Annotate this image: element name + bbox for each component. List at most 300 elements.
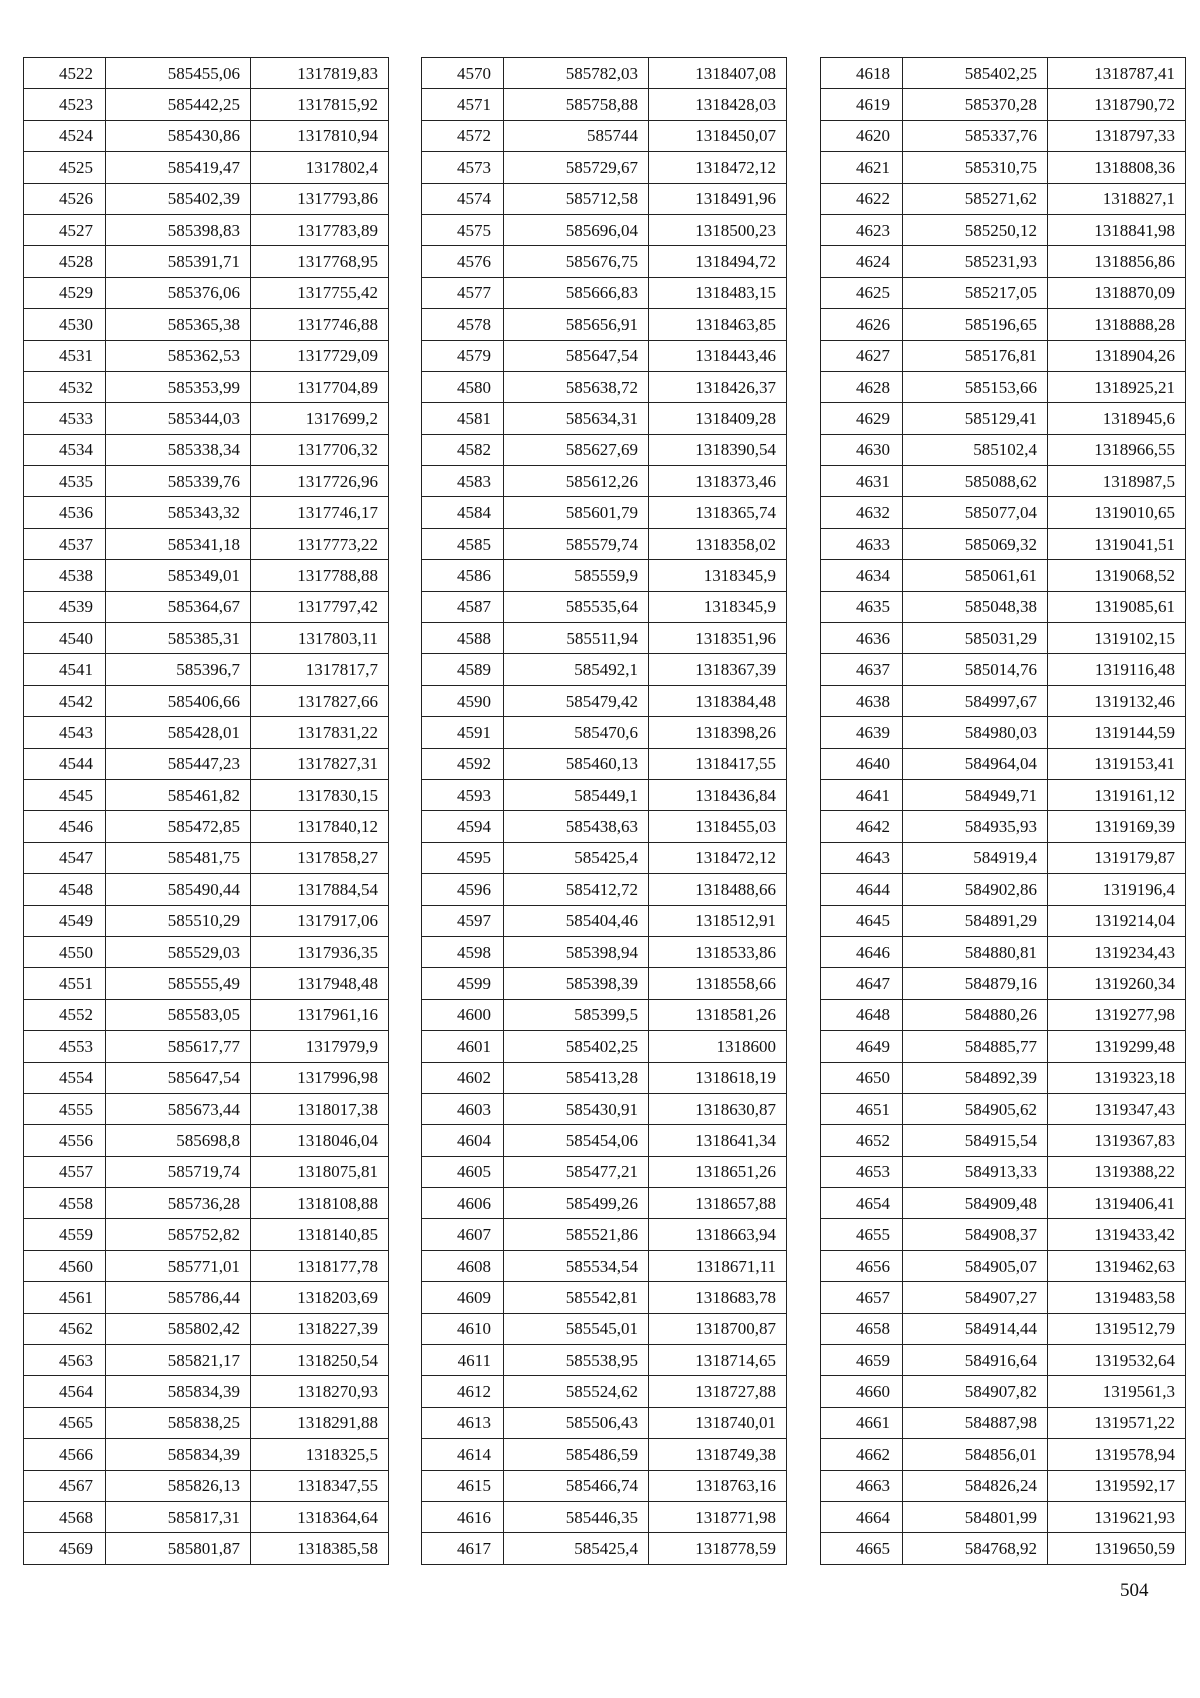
point-number-cell: 4639: [821, 717, 903, 748]
table-row: [24, 1062, 389, 1093]
y-coordinate-cell: 1317815,92: [251, 89, 389, 120]
table-row: [24, 811, 389, 842]
table-row: [24, 309, 389, 340]
point-number-cell: 4544: [24, 748, 106, 779]
y-coordinate-cell: 1318455,03: [649, 811, 787, 842]
table-row: [422, 277, 787, 308]
point-number-cell: 4640: [821, 748, 903, 779]
table-row: [821, 1533, 1186, 1564]
y-coordinate-cell: 1319260,34: [1048, 968, 1186, 999]
point-number-cell: 4631: [821, 466, 903, 497]
y-coordinate-cell: 1317783,89: [251, 214, 389, 245]
x-coordinate-cell: 585486,59: [504, 1439, 649, 1470]
y-coordinate-cell: 1317768,95: [251, 246, 389, 277]
point-number-cell: 4589: [422, 654, 504, 685]
y-coordinate-cell: 1318407,08: [649, 58, 787, 89]
point-number-cell: 4661: [821, 1407, 903, 1438]
point-number-cell: 4623: [821, 214, 903, 245]
point-number-cell: 4568: [24, 1501, 106, 1532]
x-coordinate-cell: 585647,54: [106, 1062, 251, 1093]
point-number-cell: 4556: [24, 1125, 106, 1156]
y-coordinate-cell: 1317827,31: [251, 748, 389, 779]
point-number-cell: 4627: [821, 340, 903, 371]
point-number-cell: 4654: [821, 1188, 903, 1219]
table-row: [821, 528, 1186, 559]
point-number-cell: 4551: [24, 968, 106, 999]
x-coordinate-cell: 584935,93: [903, 811, 1048, 842]
point-number-cell: 4590: [422, 685, 504, 716]
point-number-cell: 4636: [821, 623, 903, 654]
y-coordinate-cell: 1318472,12: [649, 152, 787, 183]
point-number-cell: 4647: [821, 968, 903, 999]
point-number-cell: 4664: [821, 1501, 903, 1532]
y-coordinate-cell: 1317819,83: [251, 58, 389, 89]
table-row: [821, 654, 1186, 685]
point-number-cell: 4605: [422, 1156, 504, 1187]
y-coordinate-cell: 1317797,42: [251, 591, 389, 622]
y-coordinate-cell: 1318683,78: [649, 1282, 787, 1313]
table-row: [821, 999, 1186, 1030]
table-row: [821, 1188, 1186, 1219]
x-coordinate-cell: 585402,25: [504, 1031, 649, 1062]
y-coordinate-cell: 1317726,96: [251, 466, 389, 497]
y-coordinate-cell: 1318398,26: [649, 717, 787, 748]
table-row: [24, 246, 389, 277]
y-coordinate-cell: 1317802,4: [251, 152, 389, 183]
table-row: [24, 1470, 389, 1501]
y-coordinate-cell: 1318046,04: [251, 1125, 389, 1156]
x-coordinate-cell: 585362,53: [106, 340, 251, 371]
table-row: [422, 811, 787, 842]
y-coordinate-cell: 1318870,09: [1048, 277, 1186, 308]
x-coordinate-cell: 585555,49: [106, 968, 251, 999]
x-coordinate-cell: 585510,29: [106, 905, 251, 936]
x-coordinate-cell: 585430,86: [106, 120, 251, 151]
y-coordinate-cell: 1318250,54: [251, 1345, 389, 1376]
x-coordinate-cell: 585838,25: [106, 1407, 251, 1438]
y-coordinate-cell: 1317936,35: [251, 936, 389, 967]
table-row: [422, 1470, 787, 1501]
point-number-cell: 4547: [24, 842, 106, 873]
y-coordinate-cell: 1319277,98: [1048, 999, 1186, 1030]
point-number-cell: 4580: [422, 371, 504, 402]
x-coordinate-cell: 585729,67: [504, 152, 649, 183]
coordinates-table-2: [421, 57, 787, 1565]
x-coordinate-cell: 585069,32: [903, 528, 1048, 559]
x-coordinate-cell: 585048,38: [903, 591, 1048, 622]
y-coordinate-cell: 1319462,63: [1048, 1250, 1186, 1281]
point-number-cell: 4529: [24, 277, 106, 308]
x-coordinate-cell: 585385,31: [106, 623, 251, 654]
y-coordinate-cell: 1319179,87: [1048, 842, 1186, 873]
coordinates-table-3: [820, 57, 1186, 1565]
table-row: [821, 717, 1186, 748]
table-row: [24, 842, 389, 873]
x-coordinate-cell: 585077,04: [903, 497, 1048, 528]
y-coordinate-cell: 1318787,41: [1048, 58, 1186, 89]
table-row: [24, 403, 389, 434]
y-coordinate-cell: 1319650,59: [1048, 1533, 1186, 1564]
y-coordinate-cell: 1318700,87: [649, 1313, 787, 1344]
y-coordinate-cell: 1318463,85: [649, 309, 787, 340]
table-row: [24, 89, 389, 120]
y-coordinate-cell: 1318987,5: [1048, 466, 1186, 497]
point-number-cell: 4611: [422, 1345, 504, 1376]
point-number-cell: 4606: [422, 1188, 504, 1219]
x-coordinate-cell: 584891,29: [903, 905, 1048, 936]
point-number-cell: 4522: [24, 58, 106, 89]
table-row: [821, 623, 1186, 654]
table-row: [422, 560, 787, 591]
table-row: [821, 874, 1186, 905]
table-row: [821, 968, 1186, 999]
point-number-cell: 4554: [24, 1062, 106, 1093]
point-number-cell: 4641: [821, 779, 903, 810]
x-coordinate-cell: 585231,93: [903, 246, 1048, 277]
point-number-cell: 4566: [24, 1439, 106, 1470]
table-row: [422, 999, 787, 1030]
y-coordinate-cell: 1319010,65: [1048, 497, 1186, 528]
table-row: [422, 842, 787, 873]
table-row: [821, 309, 1186, 340]
table-row: [24, 371, 389, 402]
table-row: [24, 591, 389, 622]
table-row: [422, 1345, 787, 1376]
point-number-cell: 4585: [422, 528, 504, 559]
x-coordinate-cell: 585102,4: [903, 434, 1048, 465]
y-coordinate-cell: 1318384,48: [649, 685, 787, 716]
table-row: [422, 1031, 787, 1062]
point-number-cell: 4550: [24, 936, 106, 967]
x-coordinate-cell: 585656,91: [504, 309, 649, 340]
y-coordinate-cell: 1319161,12: [1048, 779, 1186, 810]
x-coordinate-cell: 585529,03: [106, 936, 251, 967]
x-coordinate-cell: 585647,54: [504, 340, 649, 371]
table-row: [24, 1188, 389, 1219]
x-coordinate-cell: 584856,01: [903, 1439, 1048, 1470]
table-row: [821, 560, 1186, 591]
x-coordinate-cell: 585712,58: [504, 183, 649, 214]
x-coordinate-cell: 585428,01: [106, 717, 251, 748]
point-number-cell: 4600: [422, 999, 504, 1030]
table-row: [422, 1093, 787, 1124]
table-row: [821, 936, 1186, 967]
x-coordinate-cell: 585271,62: [903, 183, 1048, 214]
y-coordinate-cell: 1319234,43: [1048, 936, 1186, 967]
point-number-cell: 4526: [24, 183, 106, 214]
x-coordinate-cell: 585404,46: [504, 905, 649, 936]
x-coordinate-cell: 585559,9: [504, 560, 649, 591]
table-row: [24, 748, 389, 779]
point-number-cell: 4638: [821, 685, 903, 716]
x-coordinate-cell: 585398,94: [504, 936, 649, 967]
table-row: [821, 1501, 1186, 1532]
x-coordinate-cell: 585430,91: [504, 1093, 649, 1124]
x-coordinate-cell: 585499,26: [504, 1188, 649, 1219]
y-coordinate-cell: 1319169,39: [1048, 811, 1186, 842]
table-row: [24, 936, 389, 967]
x-coordinate-cell: 585612,26: [504, 466, 649, 497]
table-row: [821, 591, 1186, 622]
y-coordinate-cell: 1318763,16: [649, 1470, 787, 1501]
point-number-cell: 4655: [821, 1219, 903, 1250]
y-coordinate-cell: 1317961,16: [251, 999, 389, 1030]
y-coordinate-cell: 1318641,34: [649, 1125, 787, 1156]
y-coordinate-cell: 1317746,17: [251, 497, 389, 528]
point-number-cell: 4539: [24, 591, 106, 622]
point-number-cell: 4592: [422, 748, 504, 779]
point-number-cell: 4587: [422, 591, 504, 622]
table-row: [821, 1125, 1186, 1156]
y-coordinate-cell: 1318945,6: [1048, 403, 1186, 434]
y-coordinate-cell: 1318618,19: [649, 1062, 787, 1093]
y-coordinate-cell: 1317699,2: [251, 403, 389, 434]
x-coordinate-cell: 584801,99: [903, 1501, 1048, 1532]
point-number-cell: 4608: [422, 1250, 504, 1281]
x-coordinate-cell: 585698,8: [106, 1125, 251, 1156]
x-coordinate-cell: 585370,28: [903, 89, 1048, 120]
table-row: [24, 874, 389, 905]
point-number-cell: 4658: [821, 1313, 903, 1344]
x-coordinate-cell: 585826,13: [106, 1470, 251, 1501]
y-coordinate-cell: 1318651,26: [649, 1156, 787, 1187]
table-body: [422, 58, 787, 1565]
y-coordinate-cell: 1319323,18: [1048, 1062, 1186, 1093]
point-number-cell: 4614: [422, 1439, 504, 1470]
x-coordinate-cell: 585310,75: [903, 152, 1048, 183]
point-number-cell: 4558: [24, 1188, 106, 1219]
point-number-cell: 4575: [422, 214, 504, 245]
point-number-cell: 4552: [24, 999, 106, 1030]
point-number-cell: 4598: [422, 936, 504, 967]
x-coordinate-cell: 585771,01: [106, 1250, 251, 1281]
point-number-cell: 4527: [24, 214, 106, 245]
x-coordinate-cell: 585676,75: [504, 246, 649, 277]
x-coordinate-cell: 584892,39: [903, 1062, 1048, 1093]
point-number-cell: 4528: [24, 246, 106, 277]
x-coordinate-cell: 585399,5: [504, 999, 649, 1030]
y-coordinate-cell: 1317755,42: [251, 277, 389, 308]
y-coordinate-cell: 1318017,38: [251, 1093, 389, 1124]
table-row: [821, 1093, 1186, 1124]
y-coordinate-cell: 1318270,93: [251, 1376, 389, 1407]
table-row: [422, 1156, 787, 1187]
point-number-cell: 4607: [422, 1219, 504, 1250]
point-number-cell: 4572: [422, 120, 504, 151]
point-number-cell: 4665: [821, 1533, 903, 1564]
point-number-cell: 4601: [422, 1031, 504, 1062]
y-coordinate-cell: 1317817,7: [251, 654, 389, 685]
table-row: [821, 1407, 1186, 1438]
x-coordinate-cell: 584880,26: [903, 999, 1048, 1030]
y-coordinate-cell: 1318558,66: [649, 968, 787, 999]
point-number-cell: 4643: [821, 842, 903, 873]
x-coordinate-cell: 585337,76: [903, 120, 1048, 151]
x-coordinate-cell: 584905,62: [903, 1093, 1048, 1124]
table-row: [821, 1282, 1186, 1313]
x-coordinate-cell: 585353,99: [106, 371, 251, 402]
point-number-cell: 4570: [422, 58, 504, 89]
y-coordinate-cell: 1319153,41: [1048, 748, 1186, 779]
x-coordinate-cell: 585419,47: [106, 152, 251, 183]
x-coordinate-cell: 585460,13: [504, 748, 649, 779]
table-row: [24, 1031, 389, 1062]
y-coordinate-cell: 1318365,74: [649, 497, 787, 528]
table-row: [422, 309, 787, 340]
coordinates-table-1: [23, 57, 389, 1565]
table-row: [821, 1219, 1186, 1250]
table-row: [24, 1313, 389, 1344]
y-coordinate-cell: 1317917,06: [251, 905, 389, 936]
y-coordinate-cell: 1317830,15: [251, 779, 389, 810]
y-coordinate-cell: 1318749,38: [649, 1439, 787, 1470]
x-coordinate-cell: 585534,54: [504, 1250, 649, 1281]
point-number-cell: 4591: [422, 717, 504, 748]
y-coordinate-cell: 1318436,84: [649, 779, 787, 810]
x-coordinate-cell: 585402,39: [106, 183, 251, 214]
y-coordinate-cell: 1318140,85: [251, 1219, 389, 1250]
table-row: [422, 779, 787, 810]
y-coordinate-cell: 1318657,88: [649, 1188, 787, 1219]
table-row: [24, 1407, 389, 1438]
point-number-cell: 4649: [821, 1031, 903, 1062]
point-number-cell: 4553: [24, 1031, 106, 1062]
table-row: [821, 214, 1186, 245]
point-number-cell: 4569: [24, 1533, 106, 1564]
y-coordinate-cell: 1319406,41: [1048, 1188, 1186, 1219]
point-number-cell: 4619: [821, 89, 903, 120]
x-coordinate-cell: 585454,06: [504, 1125, 649, 1156]
point-number-cell: 4576: [422, 246, 504, 277]
table-row: [422, 748, 787, 779]
point-number-cell: 4648: [821, 999, 903, 1030]
table-row: [821, 1062, 1186, 1093]
x-coordinate-cell: 584907,27: [903, 1282, 1048, 1313]
table-row: [24, 183, 389, 214]
point-number-cell: 4548: [24, 874, 106, 905]
point-number-cell: 4651: [821, 1093, 903, 1124]
x-coordinate-cell: 585349,01: [106, 560, 251, 591]
y-coordinate-cell: 1318417,55: [649, 748, 787, 779]
x-coordinate-cell: 584980,03: [903, 717, 1048, 748]
table-row: [422, 905, 787, 936]
table-row: [422, 1407, 787, 1438]
x-coordinate-cell: 584997,67: [903, 685, 1048, 716]
table-row: [24, 1093, 389, 1124]
x-coordinate-cell: 585583,05: [106, 999, 251, 1030]
point-number-cell: 4564: [24, 1376, 106, 1407]
table-row: [24, 1250, 389, 1281]
x-coordinate-cell: 584908,37: [903, 1219, 1048, 1250]
table-row: [821, 1031, 1186, 1062]
point-number-cell: 4604: [422, 1125, 504, 1156]
y-coordinate-cell: 1317810,94: [251, 120, 389, 151]
y-coordinate-cell: 1318325,5: [251, 1439, 389, 1470]
y-coordinate-cell: 1317704,89: [251, 371, 389, 402]
y-coordinate-cell: 1317840,12: [251, 811, 389, 842]
table-row: [24, 999, 389, 1030]
y-coordinate-cell: 1318364,64: [251, 1501, 389, 1532]
table-row: [821, 58, 1186, 89]
y-coordinate-cell: 1318367,39: [649, 654, 787, 685]
y-coordinate-cell: 1319214,04: [1048, 905, 1186, 936]
table-row: [422, 371, 787, 402]
table-row: [422, 1376, 787, 1407]
x-coordinate-cell: 584880,81: [903, 936, 1048, 967]
x-coordinate-cell: 585801,87: [106, 1533, 251, 1564]
table-row: [24, 1501, 389, 1532]
table-row: [422, 1062, 787, 1093]
x-coordinate-cell: 584914,44: [903, 1313, 1048, 1344]
table-row: [24, 120, 389, 151]
y-coordinate-cell: 1318345,9: [649, 560, 787, 591]
y-coordinate-cell: 1317948,48: [251, 968, 389, 999]
x-coordinate-cell: 585758,88: [504, 89, 649, 120]
x-coordinate-cell: 585673,44: [106, 1093, 251, 1124]
x-coordinate-cell: 585425,4: [504, 1533, 649, 1564]
y-coordinate-cell: 1319571,22: [1048, 1407, 1186, 1438]
table-row: [422, 466, 787, 497]
x-coordinate-cell: 585744: [504, 120, 649, 151]
table-row: [24, 152, 389, 183]
x-coordinate-cell: 585821,17: [106, 1345, 251, 1376]
x-coordinate-cell: 585538,95: [504, 1345, 649, 1376]
table-row: [821, 905, 1186, 936]
x-coordinate-cell: 584887,98: [903, 1407, 1048, 1438]
x-coordinate-cell: 585338,34: [106, 434, 251, 465]
table-row: [24, 214, 389, 245]
x-coordinate-cell: 585601,79: [504, 497, 649, 528]
y-coordinate-cell: 1318443,46: [649, 340, 787, 371]
x-coordinate-cell: 585449,1: [504, 779, 649, 810]
y-coordinate-cell: 1318512,91: [649, 905, 787, 936]
table-body: [24, 58, 389, 1565]
table-row: [422, 874, 787, 905]
point-number-cell: 4555: [24, 1093, 106, 1124]
point-number-cell: 4577: [422, 277, 504, 308]
point-number-cell: 4541: [24, 654, 106, 685]
table-row: [422, 58, 787, 89]
point-number-cell: 4571: [422, 89, 504, 120]
y-coordinate-cell: 1319592,17: [1048, 1470, 1186, 1501]
point-number-cell: 4610: [422, 1313, 504, 1344]
x-coordinate-cell: 585412,72: [504, 874, 649, 905]
y-coordinate-cell: 1319132,46: [1048, 685, 1186, 716]
point-number-cell: 4546: [24, 811, 106, 842]
x-coordinate-cell: 585786,44: [106, 1282, 251, 1313]
y-coordinate-cell: 1319388,22: [1048, 1156, 1186, 1187]
x-coordinate-cell: 585490,44: [106, 874, 251, 905]
point-number-cell: 4560: [24, 1250, 106, 1281]
table-row: [821, 371, 1186, 402]
table-row: [821, 120, 1186, 151]
y-coordinate-cell: 1318177,78: [251, 1250, 389, 1281]
y-coordinate-cell: 1317773,22: [251, 528, 389, 559]
table-row: [821, 1345, 1186, 1376]
table-row: [821, 340, 1186, 371]
x-coordinate-cell: 585364,67: [106, 591, 251, 622]
x-coordinate-cell: 585061,61: [903, 560, 1048, 591]
y-coordinate-cell: 1319347,43: [1048, 1093, 1186, 1124]
point-number-cell: 4653: [821, 1156, 903, 1187]
y-coordinate-cell: 1317706,32: [251, 434, 389, 465]
y-coordinate-cell: 1318351,96: [649, 623, 787, 654]
x-coordinate-cell: 585524,62: [504, 1376, 649, 1407]
x-coordinate-cell: 585391,71: [106, 246, 251, 277]
point-number-cell: 4534: [24, 434, 106, 465]
x-coordinate-cell: 585696,04: [504, 214, 649, 245]
table-row: [24, 717, 389, 748]
